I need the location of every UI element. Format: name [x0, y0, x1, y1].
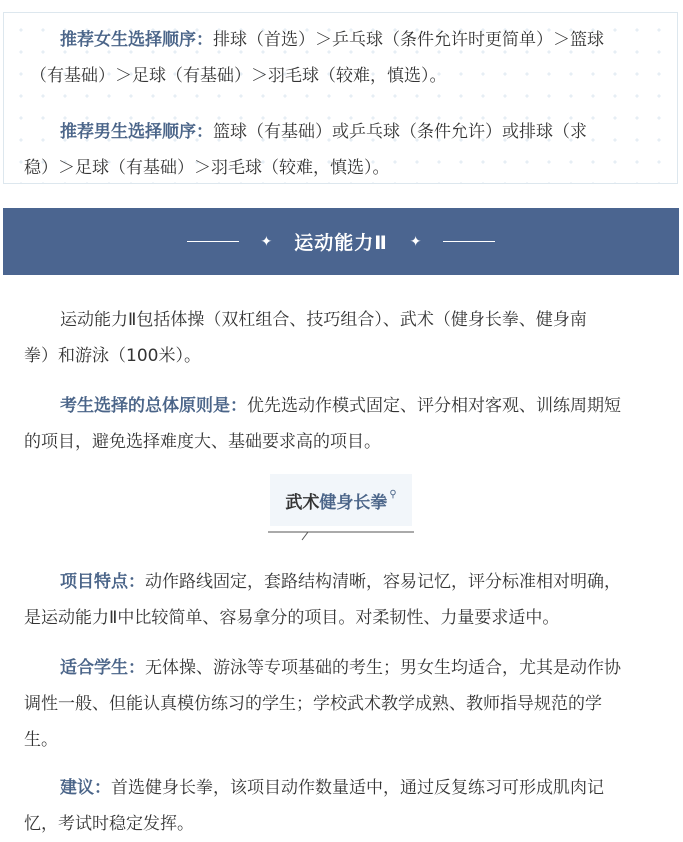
star-icon: ✦ — [260, 233, 273, 250]
intro-paragraph: 运动能力Ⅱ包括体操（双杠组合、技巧组合）、武术（健身长拳、健身南 — [60, 310, 587, 330]
banner-left-line — [187, 241, 239, 243]
intro-paragraph-cont: 拳）和游泳（100米）。 — [24, 346, 201, 366]
wushu-subheading: 武术 健身长拳 ⚲ — [270, 474, 412, 526]
section-title: 运动能力Ⅱ — [294, 232, 388, 254]
girls-recommendation: 推荐女生选择顺序：排球（首选）＞乒乓球（条件允许时更简单）＞篮球 — [60, 30, 604, 50]
star-icon: ✦ — [409, 233, 422, 250]
subheading-underline — [268, 530, 414, 542]
principle-paragraph: 考生选择的总体原则是：优先选动作模式固定、评分相对客观、训练周期短 — [60, 396, 621, 416]
features-paragraph: 项目特点：动作路线固定，套路结构清晰，容易记忆，评分标准相对明确， — [60, 572, 621, 592]
section-banner — [3, 208, 679, 275]
advice-paragraph-cont: 忆，考试时稳定发挥。 — [24, 814, 194, 834]
suitable-paragraph-cont: 调性一般、但能认真模仿练习的学生；学校武术教学成熟、教师指导规范的学 — [24, 694, 602, 714]
magnifier-icon: ⚲ — [389, 488, 397, 500]
suitable-paragraph: 适合学生：无体操、游泳等专项基础的考生；男女生均适合，尤其是动作协 — [60, 658, 621, 678]
features-paragraph-cont: 是运动能力Ⅱ中比较简单、容易拿分的项目。对柔韧性、力量要求适中。 — [24, 608, 560, 628]
boys-recommendation: 推荐男生选择顺序：篮球（有基础）或乒乓球（条件允许）或排球（求 — [60, 122, 587, 142]
girls-recommendation-cont: （有基础）＞足球（有基础）＞羽毛球（较难，慎选）。 — [30, 66, 447, 86]
advice-paragraph: 建议：首选健身长拳，该项目动作数量适中，通过反复练习可形成肌肉记 — [60, 778, 604, 798]
banner-right-line — [443, 241, 495, 243]
boys-recommendation-cont: 稳）＞足球（有基础）＞羽毛球（较难，慎选）。 — [24, 158, 390, 178]
principle-paragraph-cont: 的项目，避免选择难度大、基础要求高的项目。 — [24, 432, 381, 452]
suitable-paragraph-end: 生。 — [24, 730, 58, 750]
